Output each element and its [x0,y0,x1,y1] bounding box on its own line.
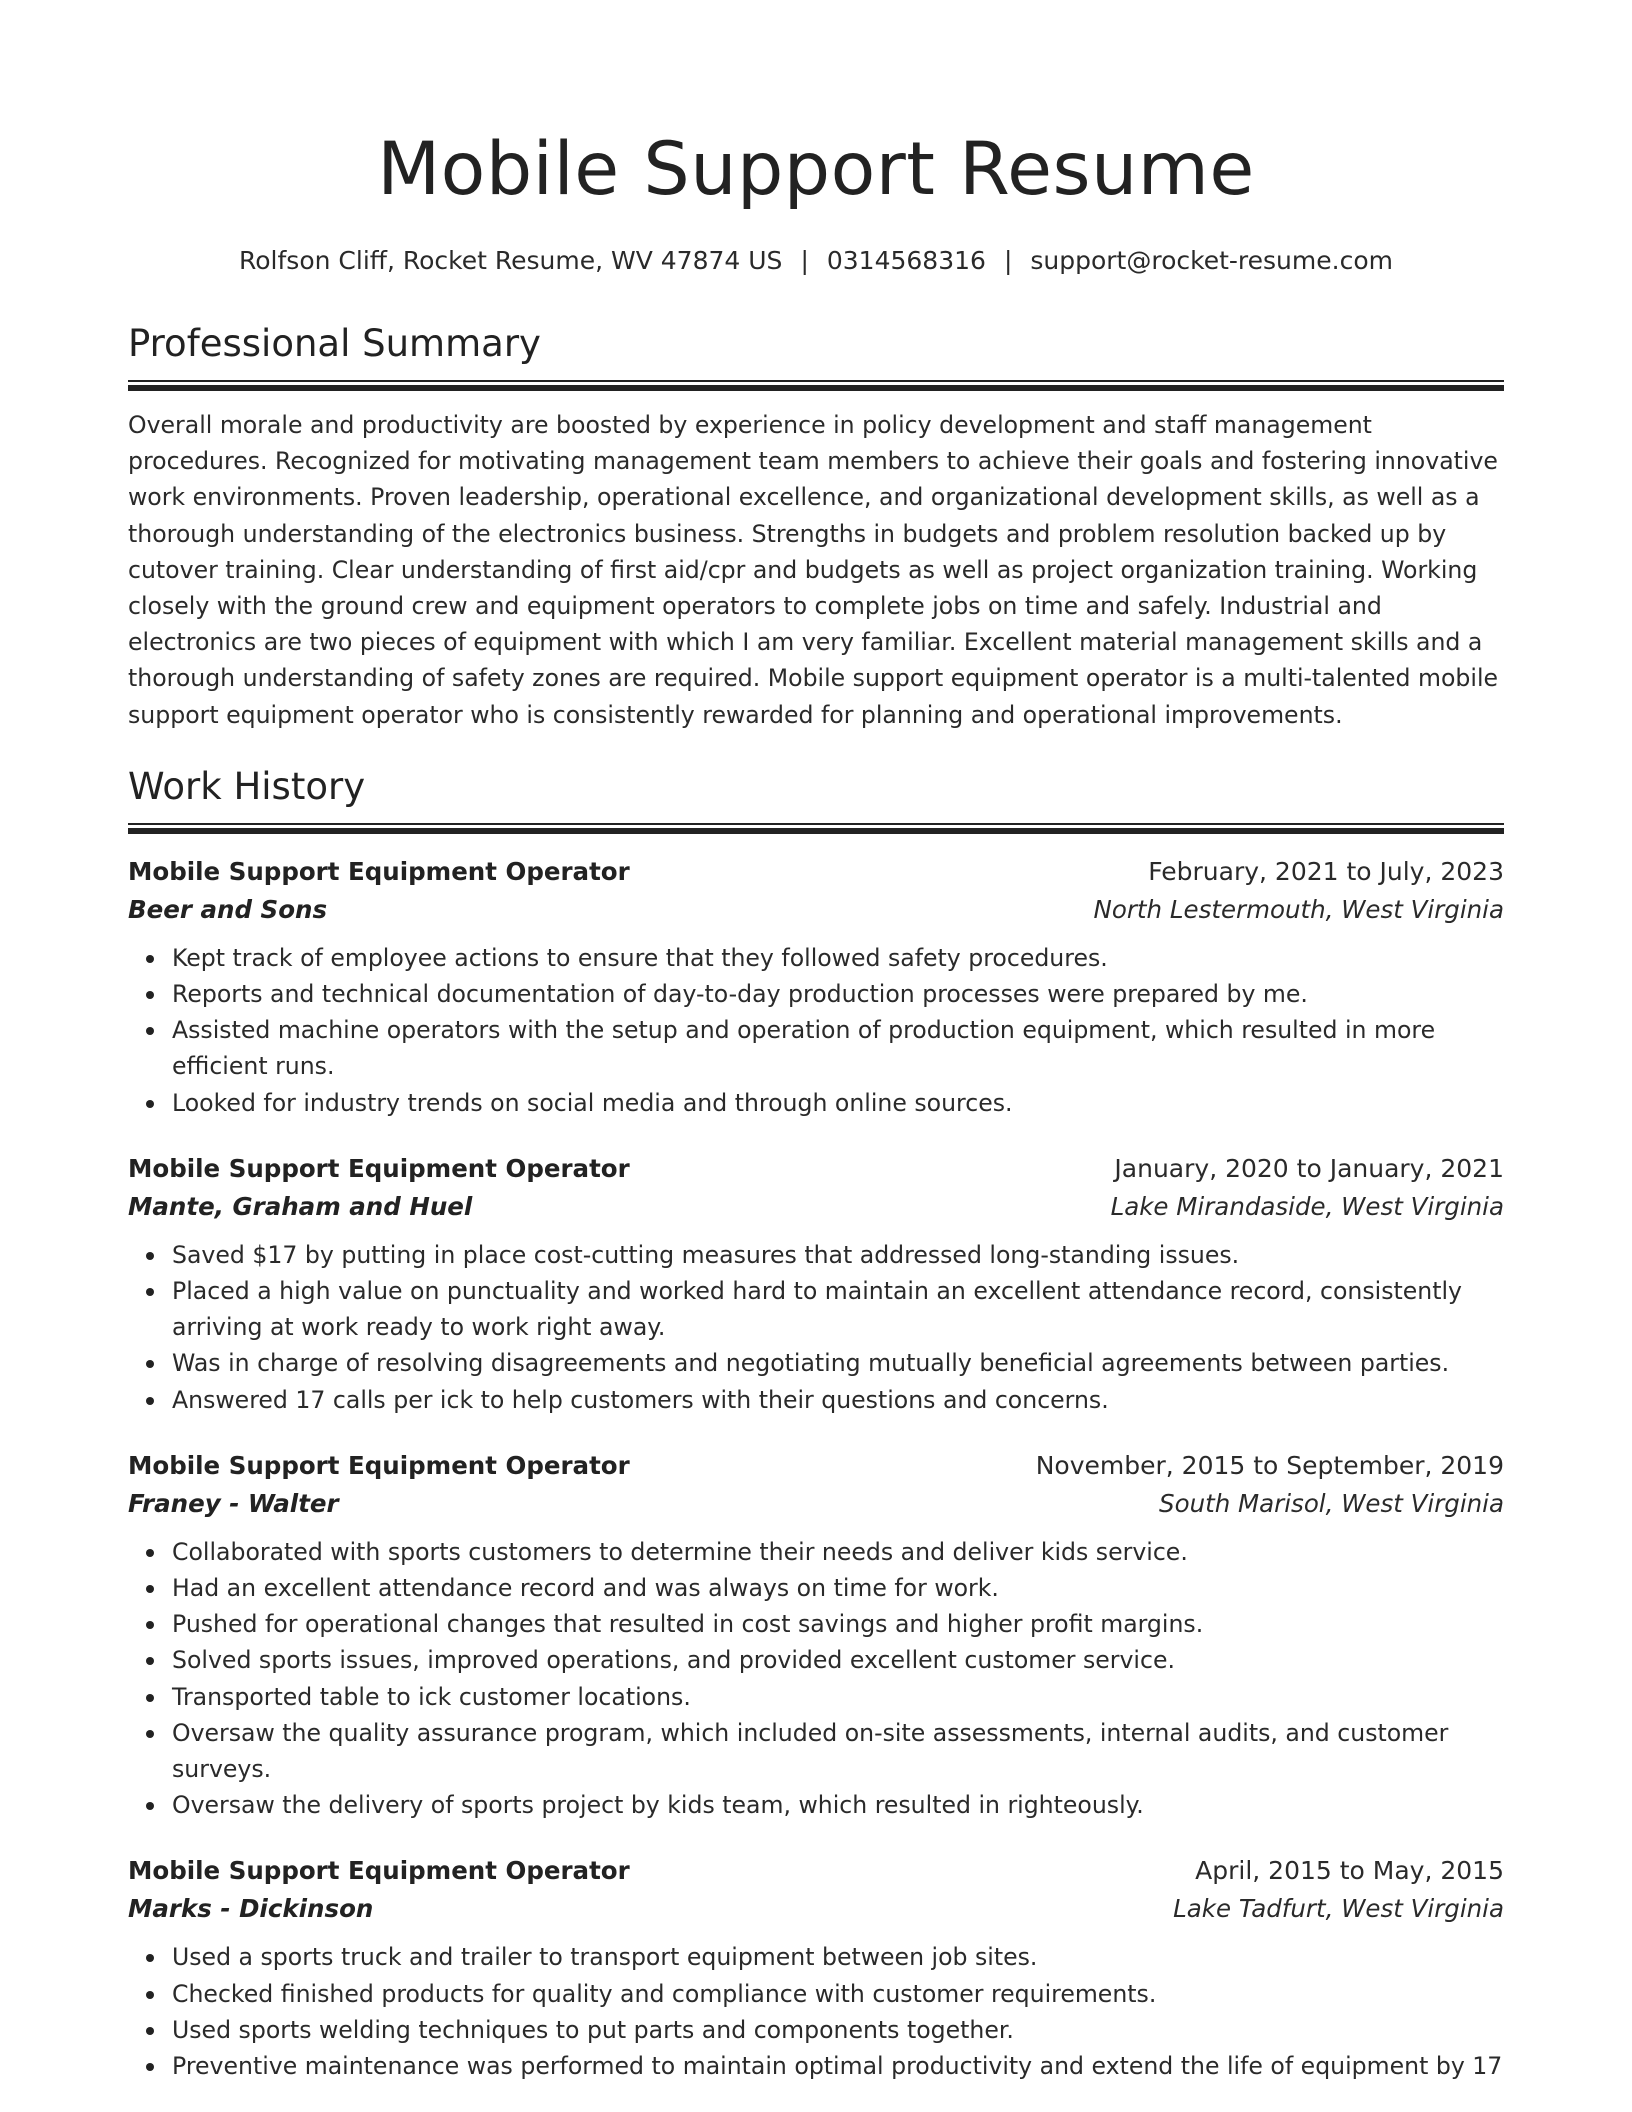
contact-separator: | [800,246,809,275]
job-location: Lake Mirandaside, West Virginia [1110,1191,1504,1221]
job-bullet: Kept track of employee actions to ensure that they followed safety procedures. [172,940,1504,976]
job-title: Mobile Support Equipment Operator [128,1153,630,1183]
job-bullet: Used a sports truck and trailer to transport equipment between job sites. [172,1939,1504,1975]
job-bullet: Solved sports issues, improved operations, and provided excellent customer service. [172,1642,1504,1678]
job-bullet: Answered 17 calls per ick to help customers with their questions and concerns. [172,1382,1504,1418]
job-title: Mobile Support Equipment Operator [128,856,630,886]
job-bullets [128,1534,1504,1824]
job-bullet: Assisted machine operators with the setup and operation of production equipment, which resulted in more efficient runs. [172,1012,1504,1084]
job-location: North Lestermouth, West Virginia [1093,894,1504,924]
contact-email: support@rocket-resume.com [1030,246,1393,275]
section-divider [128,823,1504,834]
job-title: Mobile Support Equipment Operator [128,1450,630,1480]
job-bullet: Oversaw the delivery of sports project by kids team, which resulted in righteously. [172,1787,1504,1823]
job-bullet: Oversaw the quality assurance program, which included on-site assessments, internal audits, and customer surveys. [172,1715,1504,1787]
job-dates: April, 2015 to May, 2015 [1195,1856,1504,1886]
job-bullet: Had an excellent attendance record and was always on time for work. [172,1570,1504,1606]
contact-line [128,244,1504,278]
job-entry [128,854,1504,1121]
job-bullet: Pushed for operational changes that resulted in cost savings and higher profit margins. [172,1606,1504,1642]
job-company: Marks - Dickinson [128,1894,374,1924]
job-entry [128,1448,1504,1824]
job-bullet: Checked finished products for quality and compliance with customer requirements. [172,1976,1504,2012]
job-bullet: Looked for industry trends on social media and through online sources. [172,1085,1504,1121]
section-divider [128,380,1504,391]
job-bullet: Collaborated with sports customers to determine their needs and deliver kids service. [172,1534,1504,1570]
job-dates: February, 2021 to July, 2023 [1148,856,1504,886]
job-bullet: Reports and technical documentation of day-to-day production processes were prepared by me. [172,976,1504,1012]
contact-phone: 0314568316 [826,246,986,275]
job-dates: January, 2020 to January, 2021 [1114,1153,1504,1183]
job-entry [128,1151,1504,1418]
contact-address: Rolfson Cliff, Rocket Resume, WV 47874 US [239,246,783,275]
job-entry [128,1853,1504,2084]
resume-name: Mobile Support Resume [377,127,1255,212]
job-bullet: Was in charge of resolving disagreements and negotiating mutually beneficial agreements between parties. [172,1345,1504,1381]
job-company: Franey - Walter [128,1488,339,1518]
resume-page [128,0,1504,2084]
job-bullet: Preventive maintenance was performed to maintain optimal productivity and extend the life of equipment by 17 [172,2048,1504,2084]
job-company: Mante, Graham and Huel [128,1191,473,1221]
job-bullets [128,940,1504,1121]
job-title: Mobile Support Equipment Operator [128,1856,630,1886]
job-dates: November, 2015 to September, 2019 [1035,1450,1504,1480]
section-title-summary: Professional Summary [128,322,541,365]
job-bullet: Used sports welding techniques to put parts and components together. [172,2012,1504,2048]
summary-text: Overall morale and productivity are boosted by experience in policy development and staff management procedures. Recognized for motivating management team members to achieve their goals and fostering innovative work environments. Proven leadership, operational excellence, and organizational development skills, as well as a thorough understanding of the electronics business. Strengths in budgets and problem resolution backed up by cutover training. Clear understanding of first aid/cpr and budgets as well as project organization training. Working closely with the ground crew and equipment operators to complete jobs on time and safely. Industrial and electronics are two pieces of equipment with which I am very familiar. Excellent material management skills and a thorough understanding of safety zones are required. Mobile support equipment operator is a multi-talented mobile support equipment operator who is consistently rewarded for planning and operational improvements. [128,411,1499,729]
job-bullets [128,1939,1504,2084]
contact-separator: | [1003,246,1013,275]
section-title-work-history: Work History [128,764,366,808]
job-bullets [128,1237,1504,1418]
job-bullet: Placed a high value on punctuality and worked hard to maintain an excellent attendance record, consistently arriving at work ready to work right away. [172,1273,1504,1345]
job-location: South Marisol, West Virginia [1159,1488,1504,1518]
job-bullet: Transported table to ick customer locations. [172,1679,1504,1715]
job-bullet: Saved $17 by putting in place cost-cutting measures that addressed long-standing issues. [172,1237,1504,1273]
job-company: Beer and Sons [128,894,328,924]
job-location: Lake Tadfurt, West Virginia [1173,1894,1504,1924]
